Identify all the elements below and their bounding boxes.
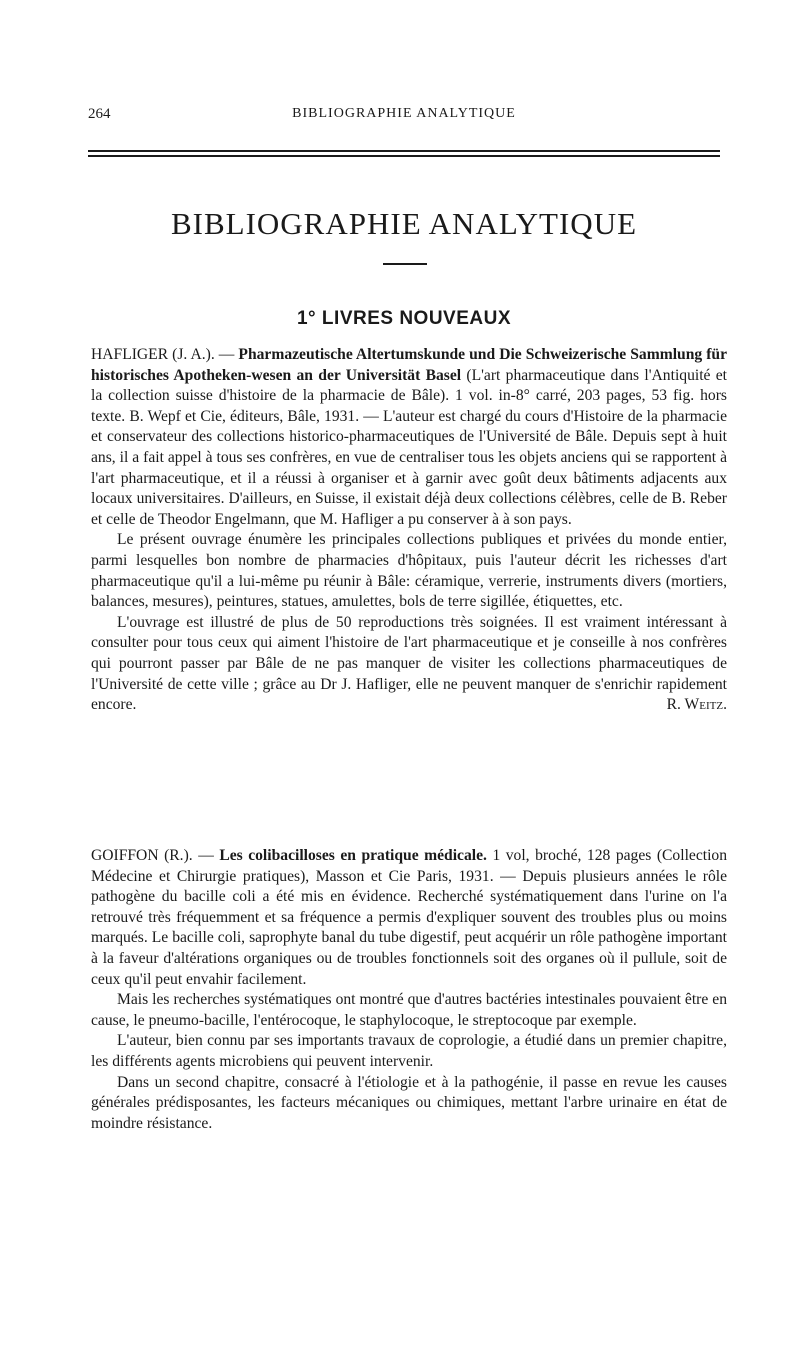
review-dash: — bbox=[214, 346, 239, 363]
section-title: 1° LIVRES NOUVEAUX bbox=[296, 308, 512, 329]
title-divider bbox=[383, 263, 427, 265]
review-dash: — bbox=[192, 847, 220, 864]
running-title: BIBLIOGRAPHIE ANALYTIQUE bbox=[292, 106, 516, 121]
review-book-title: Pharmazeutische Altertumskunde und Die Schweizerische Sammlung für historisches Apotheken-wesen an der Universität Basel bbox=[91, 346, 727, 384]
review-paragraph: Dans un second chapitre, consacré à l'étiologie et à la pathogénie, il passe en revue les causes générales prédisposantes, les facteurs mécaniques ou chimiques, mettant l'arbre urinaire en état de moindre résistance. bbox=[91, 1073, 727, 1132]
page-number: 264 bbox=[88, 106, 111, 122]
review-paragraph: L'auteur, bien connu par ses importants travaux de coprologie, a étudié dans un premier chapitre, les différents agents microbiens qui peuvent intervenir. bbox=[91, 1032, 727, 1070]
review-details: (L'art pharmaceutique dans l'Antiquité et la collection suisse d'histoire de la pharmacie de Bâle). 1 vol. in-8° carré, 203 pages, 53 fig. hors texte. B. Wepf et Cie, éditeurs, Bâle, 1931. — L'auteur est chargé du cours d'Histoire de la pharmacie et conservateur des collections historico-pharmaceutiques de l'Université de Bâle. Depuis sept à huit ans, il a fait appel à tous ses confrères, en vue de centraliser tous les objets anciens qui se rapportent à l'art pharmaceutique, et il a réussi à organiser et à garnir avec goût deux bâtiments adjacents aux locaux universitaires. D'ailleurs, en Suisse, il existait déjà deux collections célèbres, celle de B. Reber et celle de Theodor Engelmann, que M. Hafliger a pu conserver à à son pays. bbox=[91, 366, 727, 528]
review-book-title: Les colibacilloses en pratique médicale. bbox=[219, 847, 487, 864]
book-review-goiffon bbox=[91, 846, 727, 1134]
review-paragraph-text: L'ouvrage est illustré de plus de 50 reproductions très soignées. Il est vraiment intéressant à consulter pour tous ceux qui aiment l'histoire de l'art pharmaceutique et je conseille à nos confrères qui pourront passer par Bâle de ne pas manquer de visiter les collections pharmaceutiques de l'Université de cette ville ; grâce au Dr J. Hafliger, elle ne peuvent manquer de s'enrichir rapidement encore. bbox=[91, 613, 727, 714]
review-paragraph: Mais les recherches systématiques ont montré que d'autres bactéries intestinales pouvaient être en cause, le pneumo-bacille, l'entérocoque, le staphylocoque, le streptocoque par exemple. bbox=[91, 991, 727, 1029]
review-author: GOIFFON (R.). bbox=[91, 847, 193, 864]
review-lead-paragraph bbox=[91, 846, 727, 990]
review-paragraph bbox=[91, 613, 727, 716]
review-details: 1 vol, broché, 128 pages (Collection Médecine et Chirurgie pratiques), Masson et Cie Paris, 1931. — Depuis plusieurs années le rôle pathogène du bacille coli a été mis en évidence. Recherché systématiquement dans l'urine on l'a retrouvé très fréquemment et sa fréquence a permis d'expliquer souvent des troubles plus ou moins marqués. Le bacille coli, saprophyte banal du tube digestif, peut acquérir un rôle pathogène important à la faveur d'altérations organiques ou de troubles fonctionnels soit des organes où il pullule, soit de ceux qu'il peut envahir facilement. bbox=[91, 847, 727, 988]
header-rule-top bbox=[88, 150, 720, 152]
running-header bbox=[88, 106, 720, 128]
book-review-hafliger bbox=[91, 345, 727, 716]
header-rule-bottom bbox=[88, 155, 720, 157]
review-paragraph: Le présent ouvrage énumère les principales collections publiques et privées du monde entier, parmi lesquelles bon nombre de pharmacies d'hôpitaux, puis l'auteur décrit les richesses d'art pharmaceutique qu'il a lui-même pu réunir à Bâle: céramique, verrerie, instruments divers (mortiers, balances, mesures), peintures, statues, amulettes, bols de terre sigillée, étiquettes, etc. bbox=[91, 531, 727, 611]
main-title: BIBLIOGRAPHIE ANALYTIQUE bbox=[170, 206, 638, 241]
review-signature: R. Weitz. bbox=[666, 696, 727, 714]
review-lead-paragraph bbox=[91, 345, 727, 530]
review-author: HAFLIGER (J. A.). bbox=[91, 346, 215, 363]
